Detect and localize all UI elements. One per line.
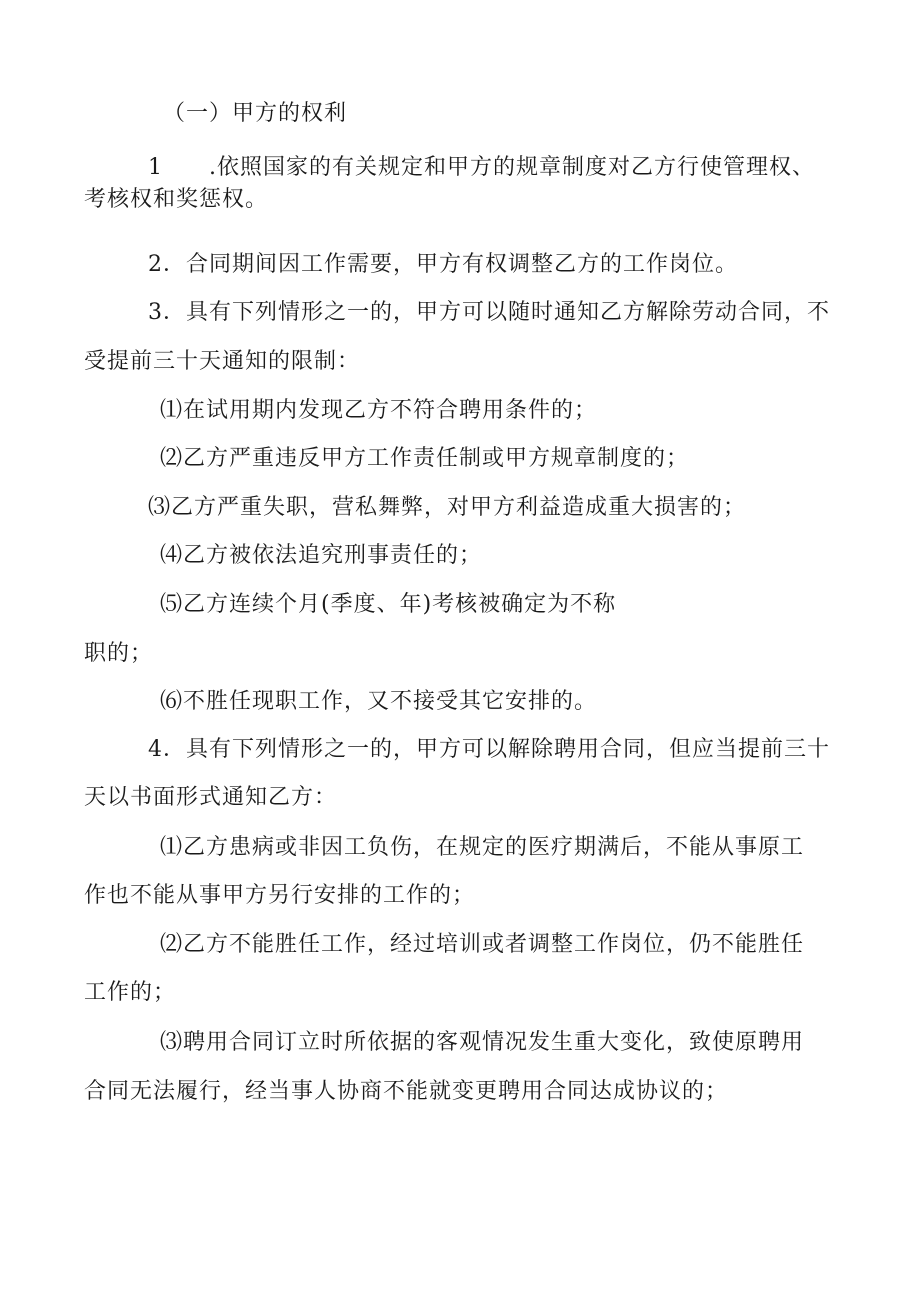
item-3-sub-2: ⑵乙方严重违反甲方工作责任制或甲方规章制度的； (160, 446, 690, 471)
item-2-line: 2．合同期间因工作需要，甲方有权调整乙方的工作岗位。 (148, 252, 738, 277)
item-3-line-2: 受提前三十天通知的限制： (84, 349, 361, 374)
item-3-sub-1: ⑴在试用期内发现乙方不符合聘用条件的； (160, 398, 598, 423)
item-3-sub-5-line-1: ⑸乙方连续个月(季度、年)考核被确定为不称 (160, 592, 617, 617)
item-1-line-2: 考核权和奖惩权。 (84, 187, 269, 212)
item-3-line-1: 3．具有下列情形之一的，甲方可以随时通知乙方解除劳动合同，不 (148, 300, 830, 325)
item-4-sub-3-line-1: ⑶聘用合同订立时所依据的客观情况发生重大变化，致使原聘用 (160, 1030, 805, 1055)
item-3-sub-5-line-2: 职的； (84, 641, 154, 666)
item-4-sub-2-line-1: ⑵乙方不能胜任工作，经过培训或者调整工作岗位，仍不能胜任 (160, 932, 805, 957)
item-4-line-2: 天以书面形式通知乙方： (84, 785, 338, 810)
item-3-sub-4: ⑷乙方被依法追究刑事责任的； (160, 543, 483, 568)
item-3-sub-3: ⑶乙方严重失职，营私舞弊，对甲方利益造成重大损害的； (148, 495, 747, 520)
item-4-sub-1-line-2: 作也不能从事甲方另行安排的工作的； (84, 883, 476, 908)
item-4-sub-3-line-2: 合同无法履行，经当事人协商不能就变更聘用合同达成协议的； (84, 1079, 729, 1104)
item-3-sub-6: ⑹不胜任现职工作，又不接受其它安排的。 (160, 689, 598, 714)
item-4-line-1: 4．具有下列情形之一的，甲方可以解除聘用合同，但应当提前三十 (148, 737, 830, 762)
item-4-sub-2-line-2: 工作的； (84, 980, 177, 1005)
item-1-line-1: 1 .依照国家的有关规定和甲方的规章制度对乙方行使管理权、 (148, 155, 815, 180)
item-4-sub-1-line-1: ⑴乙方患病或非因工负伤，在规定的医疗期满后，不能从事原工 (160, 835, 805, 860)
section-heading: （一）甲方的权利 (163, 101, 348, 126)
